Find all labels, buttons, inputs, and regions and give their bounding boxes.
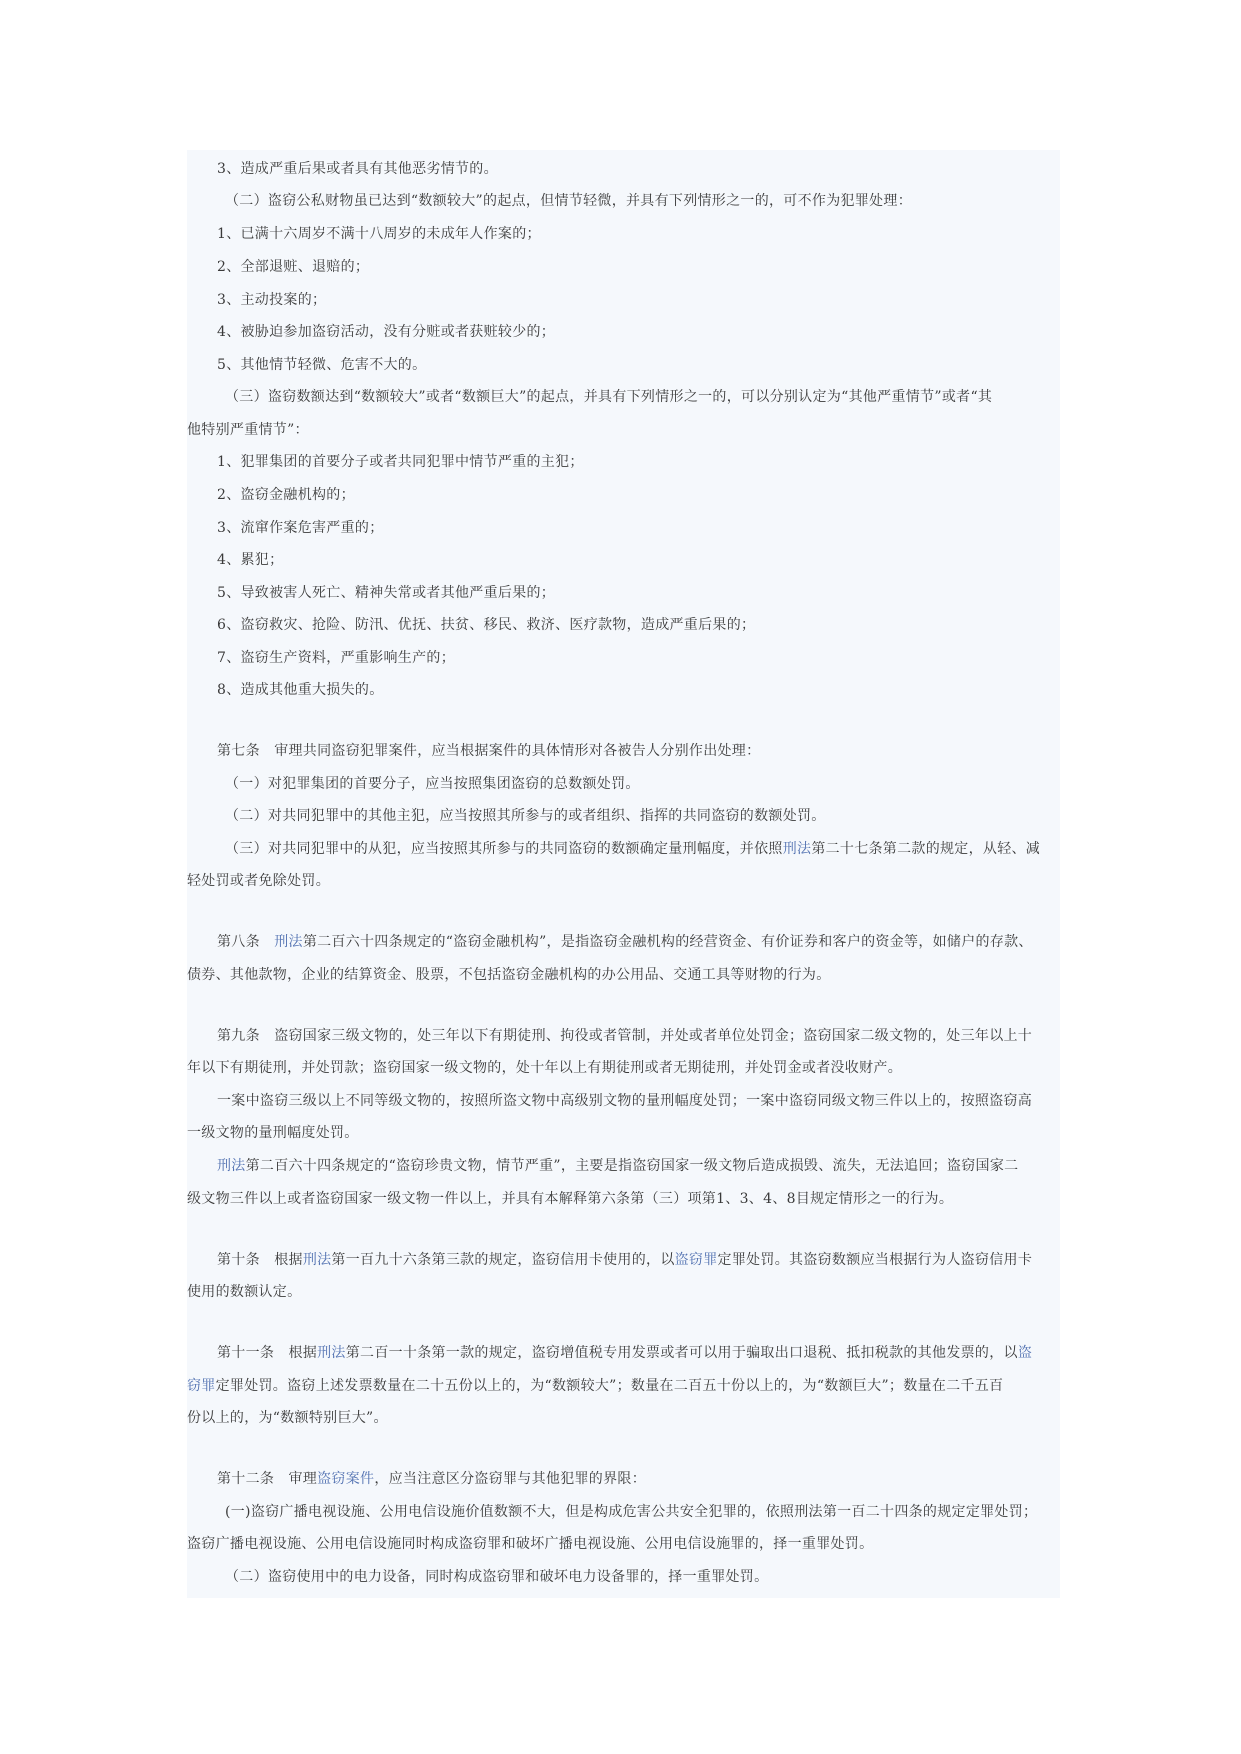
text-line — [217, 1092, 1032, 1110]
inline-link[interactable]: 刑法 — [317, 1345, 346, 1361]
text-line — [187, 1059, 902, 1077]
text-segment: 使用的数额认定。 — [187, 1284, 302, 1300]
text-segment: 2、全部退赃、退赔的； — [217, 259, 370, 275]
inline-link[interactable]: 盗 — [1017, 1345, 1033, 1361]
text-line — [225, 1503, 1037, 1521]
text-segment: 第十条 根据 — [217, 1252, 303, 1268]
inline-link[interactable]: 刑法 — [782, 841, 812, 857]
text-segment: 第二百六十四条规定的“盗窃金融机构”，是指盗窃金融机构的经营资金、有价证券和客户的资金等，如储户的存款、 — [302, 934, 1033, 950]
inline-link[interactable]: 刑法 — [302, 1252, 332, 1268]
text-segment: 第二十七条第二款的规定，从轻、减 — [811, 841, 1041, 857]
text-segment: 2、盗窃金融机构的； — [217, 487, 355, 503]
inline-link[interactable]: 盗窃罪 — [674, 1252, 718, 1268]
text-segment: 一案中盗窃三级以上不同等级文物的，按照所盗文物中高级别文物的量刑幅度处罚；一案中盗窃同级文物三件以上的，按照盗窃高 — [217, 1093, 1033, 1109]
text-segment: (一)盗窃广播电视设施、公用电信设施价值数额不大，但是构成危害公共安全犯罪的，依照刑法第一百二十四条的规定定罪处罚； — [225, 1504, 1038, 1520]
text-line — [217, 933, 1033, 951]
text-line — [187, 1283, 301, 1301]
text-segment: 第九条 盗窃国家三级文物的，处三年以下有期徒刑、拘役或者管制，并处或者单位处罚金；盗窃国家二级文物的，处三年以上十 — [217, 1028, 1033, 1044]
text-segment: 第八条 — [217, 934, 275, 950]
text-line — [217, 1027, 1032, 1045]
text-line — [187, 1190, 953, 1208]
text-line — [217, 225, 541, 243]
text-segment: 7、盗窃生产资料，严重影响生产的； — [217, 650, 456, 666]
text-segment: 第七条 审理共同盗窃犯罪案件，应当根据案件的具体情形对各被告人分别作出处理： — [217, 743, 761, 759]
text-segment: 第十一条 根据 — [217, 1345, 318, 1361]
text-line — [217, 681, 384, 699]
text-segment: （一）对犯罪集团的首要分子，应当按照集团盗窃的总数额处罚。 — [225, 776, 640, 792]
inline-link[interactable]: 刑法 — [274, 934, 303, 950]
text-line — [217, 258, 369, 276]
text-segment: 第一百九十六条第三款的规定，盗窃信用卡使用的，以 — [331, 1252, 675, 1268]
text-line — [217, 1344, 1032, 1362]
text-segment: 4、被胁迫参加盗窃活动，没有分赃或者获赃较少的； — [217, 324, 556, 340]
text-line — [225, 1568, 768, 1586]
text-segment: 6、盗窃救灾、抢险、防汛、优抚、扶贫、移民、救济、医疗款物，造成严重后果的； — [217, 617, 756, 633]
text-segment: 第二百六十四条规定的“盗窃珍贵文物，情节严重”，主要是指盗窃国家一级文物后造成损毁、流失，无法追回；盗窃国家二 — [245, 1158, 1019, 1174]
text-segment: （三）盗窃数额达到“数额较大”或者“数额巨大”的起点，并具有下列情形之一的，可以分别认定为“其他严重情节”或者“其 — [225, 389, 993, 405]
text-line — [217, 486, 355, 504]
text-segment: 5、导致被害人死亡、精神失常或者其他严重后果的； — [217, 585, 556, 601]
text-segment: 3、流窜作案危害严重的； — [217, 520, 384, 536]
text-line — [217, 453, 584, 471]
text-segment: 轻处罚或者免除处罚。 — [187, 873, 330, 889]
text-line — [217, 323, 555, 341]
text-line — [225, 192, 912, 210]
text-segment: 份以上的，为“数额特别巨大”。 — [187, 1410, 388, 1426]
text-segment: 1、已满十六周岁不满十八周岁的未成年人作案的； — [217, 226, 541, 242]
text-segment: 第十二条 审理 — [217, 1471, 318, 1487]
text-line — [225, 807, 826, 825]
text-line — [217, 1251, 1032, 1269]
text-segment: 定罪处罚。其盗窃数额应当根据行为人盗窃信用卡 — [717, 1252, 1033, 1268]
text-segment: ，应当注意区分盗窃罪与其他犯罪的界限： — [374, 1471, 647, 1487]
text-line — [187, 1409, 388, 1427]
text-line — [225, 775, 640, 793]
text-segment: 第二百一十条第一款的规定，盗窃增值税专用发票或者可以用于骗取出口退税、抵扣税款的其他发票的，以 — [345, 1345, 1018, 1361]
text-line — [217, 519, 384, 537]
text-line — [217, 551, 283, 569]
text-line — [217, 356, 426, 374]
text-line — [187, 966, 831, 984]
text-line — [187, 1377, 1003, 1395]
text-line — [187, 1124, 359, 1142]
text-segment: 级文物三件以上或者盗窃国家一级文物一件以上，并具有本解释第六条第（三）项第1、3、4、8目规定情形之一的行为。 — [187, 1191, 954, 1207]
text-line — [187, 872, 330, 890]
text-segment: 一级文物的量刑幅度处罚。 — [187, 1125, 359, 1141]
text-line — [217, 160, 498, 178]
text-line — [217, 291, 326, 309]
text-line — [217, 742, 760, 760]
text-segment: 他特别严重情节”： — [187, 422, 309, 438]
inline-link[interactable]: 窃罪 — [187, 1378, 216, 1394]
text-line — [187, 1535, 873, 1553]
text-segment: 定罪处罚。盗窃上述发票数量在二十五份以上的，为“数额较大”；数量在二百五十份以上的，为“数额巨大”；数量在二千五百 — [215, 1378, 1004, 1394]
text-segment: （三）对共同犯罪中的从犯，应当按照其所参与的共同盗窃的数额确定量刑幅度，并依照 — [225, 841, 783, 857]
text-segment: 5、其他情节轻微、危害不大的。 — [217, 357, 427, 373]
text-line — [187, 421, 309, 439]
text-line — [225, 840, 1040, 858]
inline-link[interactable]: 盗窃案件 — [317, 1471, 375, 1487]
text-line — [217, 1157, 1018, 1175]
text-line — [217, 616, 755, 634]
text-segment: 3、造成严重后果或者具有其他恶劣情节的。 — [217, 161, 498, 177]
text-segment: 3、主动投案的； — [217, 292, 327, 308]
text-segment: （二）盗窃公私财物虽已达到“数额较大”的起点，但情节轻微，并具有下列情形之一的，可不作为犯罪处理： — [225, 193, 913, 209]
inline-link[interactable]: 刑法 — [217, 1158, 246, 1174]
text-line — [225, 388, 992, 406]
text-segment: 债券、其他款物，企业的结算资金、股票，不包括盗窃金融机构的办公用品、交通工具等财物的行为。 — [187, 967, 831, 983]
text-segment: 盗窃广播电视设施、公用电信设施同时构成盗窃罪和破坏广播电视设施、公用电信设施罪的，择一重罪处罚。 — [187, 1536, 874, 1552]
text-line — [217, 649, 455, 667]
text-segment: 4、累犯； — [217, 552, 284, 568]
text-segment: （二）盗窃使用中的电力设备，同时构成盗窃罪和破坏电力设备罪的，择一重罪处罚。 — [225, 1569, 769, 1585]
text-segment: 1、犯罪集团的首要分子或者共同犯罪中情节严重的主犯； — [217, 454, 584, 470]
text-segment: （二）对共同犯罪中的其他主犯，应当按照其所参与的或者组织、指挥的共同盗窃的数额处罚。 — [225, 808, 826, 824]
text-line — [217, 1470, 646, 1488]
text-segment: 8、造成其他重大损失的。 — [217, 682, 384, 698]
text-line — [217, 584, 555, 602]
text-segment: 年以下有期徒刑，并处罚款；盗窃国家一级文物的，处十年以上有期徒刑或者无期徒刑，并处罚金或者没收财产。 — [187, 1060, 902, 1076]
